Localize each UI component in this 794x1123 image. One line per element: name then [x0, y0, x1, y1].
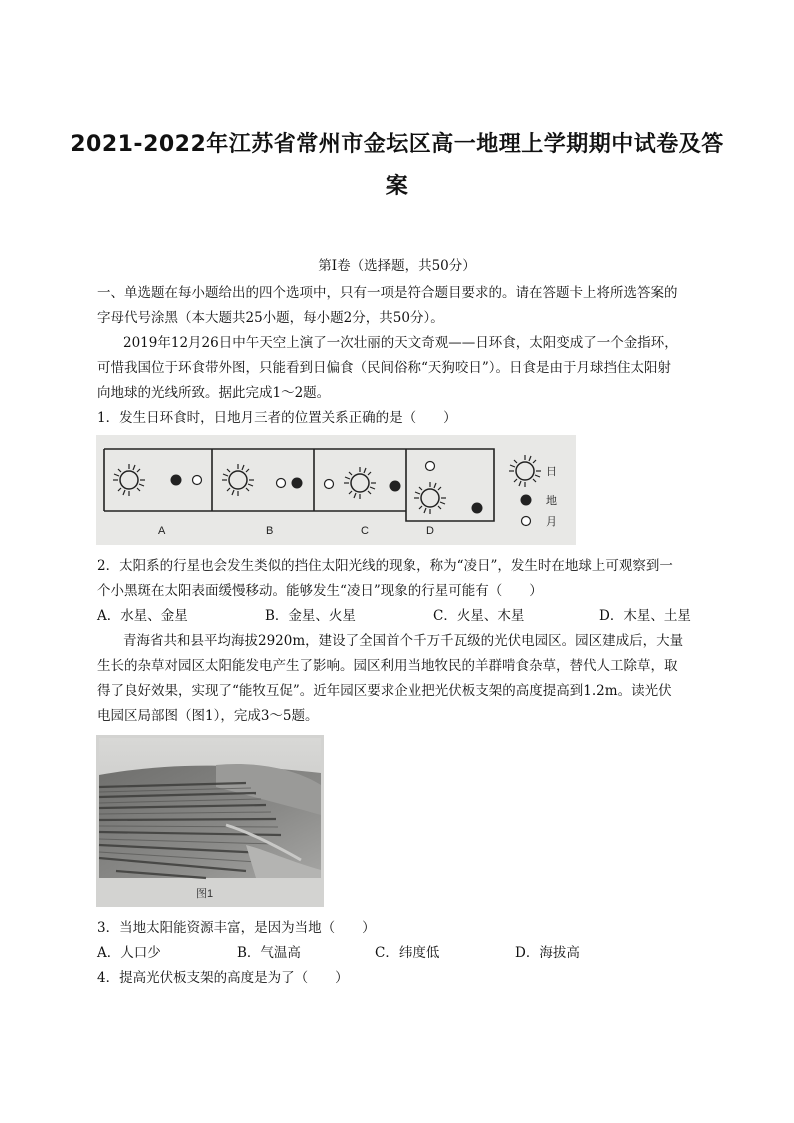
passage1-line-3: 向地球的光线所致。据此完成1～2题。 — [97, 385, 331, 401]
q3-option-a: A．人口少 — [97, 945, 161, 961]
passage2-line-1: 青海省共和县平均海拔2920m，建设了全国首个千万千瓦级的光伏电园区。园区建成后，大量 — [123, 633, 684, 649]
title-line-1: 2021-2022年江苏省常州市金坛区高一地理上学期期中试卷及答 — [70, 132, 724, 157]
q2-option-d: D．木星、土星 — [599, 608, 691, 624]
legend-earth-label: 地 — [546, 494, 557, 507]
moon-icon — [522, 517, 531, 526]
passage2-line-2: 生长的杂草对园区太阳能发电产生了影响。园区利用当地牧民的羊群啃食杂草，替代人工除草，取 — [97, 658, 678, 674]
earth-icon — [292, 478, 303, 489]
earth-icon — [472, 503, 483, 514]
legend-moon-label: 月 — [546, 515, 557, 528]
question-2-line-1: 2．太阳系的行星也会发生类似的挡住太阳光线的现象，称为“凌日”，发生时在地球上可观察到一 — [97, 558, 673, 574]
panel-d-label: D — [426, 525, 434, 537]
title-line-2: 案 — [385, 174, 409, 199]
q2-option-b: B．金星、火星 — [265, 608, 356, 624]
question-1: 1．发生日环食时，日地月三者的位置关系正确的是（ ） — [97, 410, 457, 426]
question-3: 3．当地太阳能资源丰富，是因为当地（ ） — [97, 920, 376, 936]
earth-icon — [390, 481, 401, 492]
question-4: 4．提高光伏板支架的高度是为了（ ） — [97, 970, 349, 986]
instructions-line-2: 字母代号涂黑（本大题共25小题，每小题2分，共50分）。 — [97, 310, 444, 326]
moon-icon — [193, 476, 202, 485]
pv-park-photo — [96, 735, 324, 907]
earth-icon — [171, 475, 182, 486]
eclipse-position-figure — [96, 435, 576, 545]
figure-caption: 图1 — [196, 888, 214, 900]
passage1-line-1: 2019年12月26日中午天空上演了一次壮丽的天文奇观——日环食，太阳变成了一个金指环， — [123, 335, 678, 351]
q3-option-d: D．海拔高 — [515, 945, 580, 961]
section-heading: 第Ⅰ卷（选择题，共50分） — [318, 258, 476, 274]
moon-icon — [426, 462, 435, 471]
legend-sun-label: 日 — [546, 465, 557, 478]
passage1-line-2: 可惜我国位于环食带外图，只能看到日偏食（民间俗称“天狗咬日”）。日食是由于月球挡住太阳射 — [97, 360, 672, 376]
earth-icon — [521, 495, 532, 506]
moon-icon — [325, 480, 334, 489]
moon-icon — [277, 479, 286, 488]
q2-option-a: A．水星、金星 — [97, 608, 188, 624]
question-2-line-2: 个小黑斑在太阳表面缓慢移动。能够发生“凌日”现象的行星可能有（ ） — [97, 583, 543, 599]
panel-a-label: A — [158, 525, 166, 537]
passage2-line-4: 电园区局部图（图1），完成3～5题。 — [97, 708, 319, 724]
q3-option-b: B．气温高 — [237, 945, 301, 961]
panel-b-label: B — [266, 525, 274, 537]
q2-option-c: C．火星、木星 — [433, 608, 525, 624]
passage2-line-3: 得了良好效果，实现了“能牧互促”。近年园区要求企业把光伏板支架的高度提高到1.2m。读光伏 — [97, 683, 672, 699]
q3-option-c: C．纬度低 — [375, 945, 440, 961]
instructions-line-1: 一、单选题在每小题给出的四个选项中，只有一项是符合题目要求的。请在答题卡上将所选答案的 — [97, 285, 678, 301]
panel-c-label: C — [361, 525, 369, 537]
